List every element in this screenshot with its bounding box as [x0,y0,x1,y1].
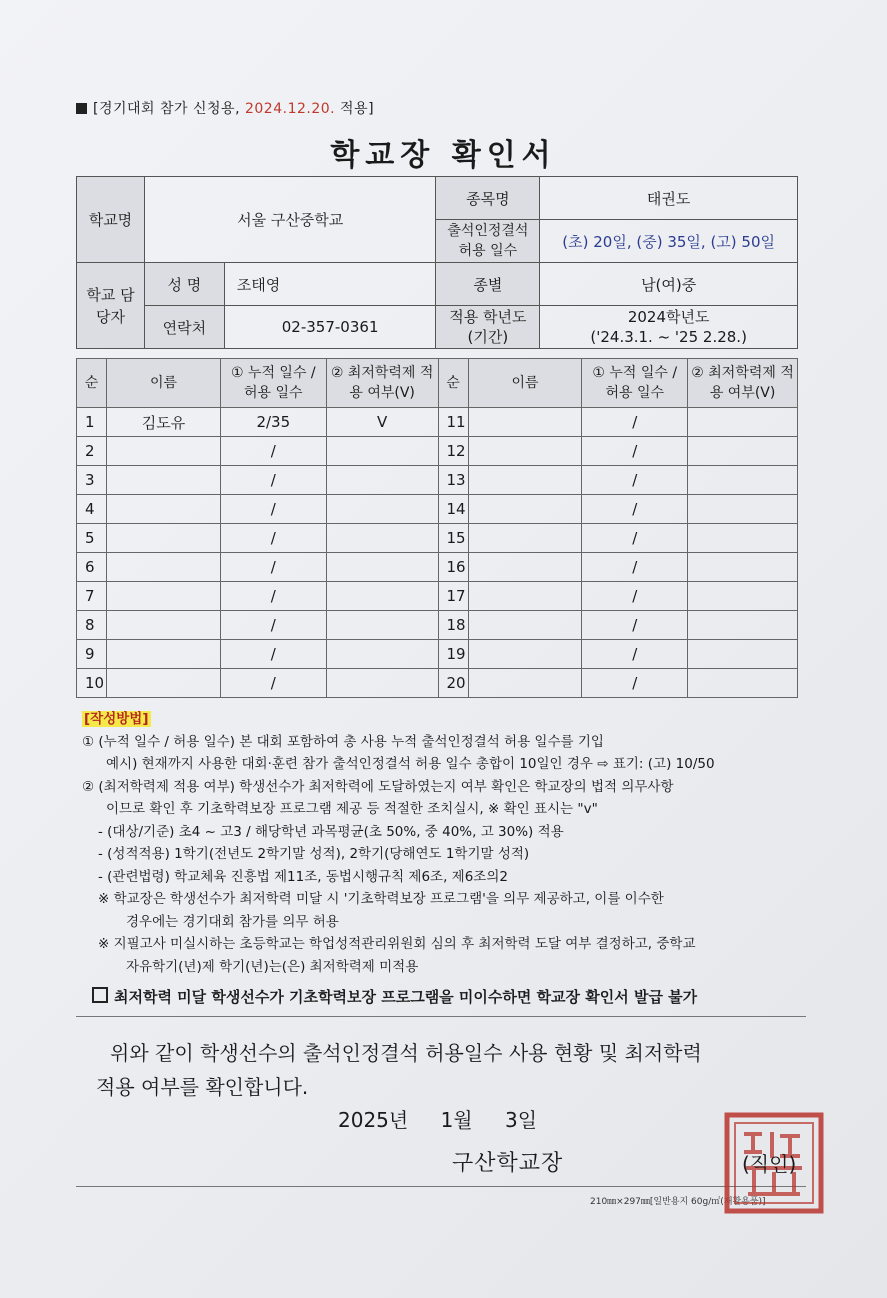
school-value: 서울 구산중학교 [144,177,436,263]
principal-name: 구산학교장 [452,1151,564,1176]
roster-cell-min [688,669,798,698]
school-info-table [76,176,798,349]
roster-cell-min [326,640,438,669]
gender-value: 남(여)중 [540,263,798,306]
roster-cell-days: / [582,408,688,437]
divider [76,1186,806,1187]
instruction-line: - (대상/기준) 초4 ~ 고3 / 해당학년 과목평균(초 50%, 중 40%, 고 30%) 적용 [98,823,564,840]
instruction-line: ① (누적 일수 / 허용 일수) 본 대회 포함하여 총 사용 누적 출석인정결석 허용 일수를 기입 [82,733,604,750]
roster-cell-name [468,582,582,611]
year-label: 적용 학년도 (기간) [436,306,540,349]
roster-cell-min [688,408,798,437]
roster-cell-days: / [220,495,326,524]
allowed-label: 출석인정결석 허용 일수 [436,220,540,263]
roster-cell-min [326,437,438,466]
roster-cell-days: / [582,524,688,553]
school-label: 학교명 [77,177,145,263]
roster-cell-name [107,611,221,640]
col-header-days: ① 누적 일수 / 허용 일수 [220,359,326,408]
contact-label: 연락처 [144,306,224,349]
roster-cell-min: V [326,408,438,437]
page-title: 학교장 확인서 [330,138,557,173]
year-cell [540,306,798,349]
square-bullet-icon [76,103,87,114]
roster-cell-days: 2/35 [220,408,326,437]
roster-cell-name [107,437,221,466]
issue-date: 2025년 1월 3일 [338,1108,538,1132]
roster-cell-name [468,611,582,640]
col-header-name: 이름 [468,359,582,408]
col-header-no: 순 [77,359,107,408]
roster-cell-name [107,582,221,611]
roster-cell-min [326,582,438,611]
instruction-line: - (성적적용) 1학기(전년도 2학기말 성적), 2학기(당해연도 1학기말 성적) [98,846,530,862]
roster-cell-no: 20 [438,669,468,698]
roster-cell-no: 10 [77,669,107,698]
sport-label: 종목명 [436,177,540,220]
roster-cell-no: 14 [438,495,468,524]
table-row [77,553,798,582]
name-label: 성 명 [144,263,224,306]
roster-cell-name [107,553,221,582]
roster-cell-min [688,582,798,611]
roster-cell-days: / [220,437,326,466]
roster-cell-min [688,640,798,669]
header-note: [경기대회 참가 신청용, 2024.12.20. 적용] [76,98,374,118]
table-row [77,437,798,466]
table-row [77,640,798,669]
roster-cell-no: 7 [77,582,107,611]
roster-cell-days: / [220,524,326,553]
roster-cell-days: / [220,582,326,611]
staff-label: 학교 담당자 [77,263,145,349]
instruction-line: 예시) 현재까지 사용한 대회·훈련 참가 출석인정결석 허용 일수 총합이 10일인 경우 ⇨ 표기: (고) 10/50 [106,756,715,772]
roster-cell-no: 9 [77,640,107,669]
col-header-min: ② 최저학력제 적용 여부(V) [688,359,798,408]
roster-cell-no: 3 [77,466,107,495]
roster-cell-min [688,437,798,466]
roster-cell-min [688,495,798,524]
instruction-line: 자유학기(년)제 학기(년)는(은) 최저학력제 미적용 [126,958,419,975]
checkbox-icon [92,987,108,1003]
roster-cell-name [468,495,582,524]
roster-cell-days: / [582,669,688,698]
roster-cell-days: / [582,553,688,582]
roster-cell-no: 2 [77,437,107,466]
instructions [82,708,802,978]
instruction-line: ② (최저학력제 적용 여부) 학생선수가 최저학력에 도달하였는지 여부 확인은 학교장의 법적 의무사항 [82,778,674,795]
roster-cell-name [107,524,221,553]
confirmation-line: 위와 같이 학생선수의 출석인정결석 허용일수 사용 현황 및 최저학력 [110,1041,702,1065]
sport-value: 태권도 [540,177,798,220]
roster-cell-name [468,640,582,669]
paper-spec-footer: 210㎜×297㎜[일반용지 60g/㎡(재활용품)] [590,1197,766,1207]
col-header-name: 이름 [107,359,221,408]
confirmation-text [96,1036,816,1104]
roster-cell-min [688,553,798,582]
table-row [77,524,798,553]
instruction-line: ※ 지필고사 미실시하는 초등학교는 학업성적관리위원회 심의 후 최저학력 도달 여부 결정하고, 중학교 [98,936,696,952]
table-row [77,495,798,524]
col-header-no: 순 [438,359,468,408]
roster-cell-days: / [582,611,688,640]
table-row [77,466,798,495]
roster-cell-name [468,553,582,582]
roster-cell-days: / [582,582,688,611]
roster-cell-no: 11 [438,408,468,437]
roster-cell-days: / [582,495,688,524]
table-row [77,669,798,698]
roster-cell-days: / [582,466,688,495]
confirmation-line: 적용 여부를 확인합니다. [96,1075,309,1099]
roster-cell-no: 15 [438,524,468,553]
allowed-value: (초) 20일, (중) 35일, (고) 50일 [540,220,798,263]
roster-cell-name [468,437,582,466]
roster-cell-no: 1 [77,408,107,437]
roster-cell-min [326,466,438,495]
roster-cell-no: 8 [77,611,107,640]
divider [76,1016,806,1017]
roster-cell-min [688,611,798,640]
roster-cell-min [688,524,798,553]
roster-cell-no: 17 [438,582,468,611]
roster-cell-min [688,466,798,495]
year-value: 2024학년도 [627,308,710,326]
roster-cell-name: 김도유 [107,408,221,437]
table-row [77,611,798,640]
roster-cell-days: / [582,640,688,669]
roster-cell-name [468,408,582,437]
roster-cell-no: 6 [77,553,107,582]
seal-label: (직인) [742,1152,797,1176]
table-row [77,408,798,437]
roster-cell-days: / [220,669,326,698]
roster-cell-days: / [220,553,326,582]
roster-cell-name [468,524,582,553]
roster-cell-no: 19 [438,640,468,669]
roster-cell-no: 16 [438,553,468,582]
instructions-heading: [작성방법] [84,711,149,727]
instruction-line: - (관련법령) 학교체육 진흥법 제11조, 동법시행규칙 제6조, 제6조의2 [98,868,508,885]
roster-cell-name [107,640,221,669]
roster-cell-no: 5 [77,524,107,553]
roster-cell-days: / [220,640,326,669]
table-row [77,582,798,611]
roster-cell-min [326,611,438,640]
warning-note: 최저학력 미달 학생선수가 기초학력보장 프로그램을 미이수하면 학교장 확인서 발급 불가 [92,986,697,1007]
roster-cell-no: 13 [438,466,468,495]
period-value: ('24.3.1. ~ '25 2.28.) [590,328,747,346]
col-header-min: ② 최저학력제 적용 여부(V) [326,359,438,408]
col-header-days: ① 누적 일수 / 허용 일수 [582,359,688,408]
name-value: 조태영 [224,263,436,306]
roster-cell-no: 12 [438,437,468,466]
roster-cell-name [107,495,221,524]
athlete-roster-table [76,358,798,698]
contact-value: 02-357-0361 [224,306,436,349]
roster-cell-name [468,466,582,495]
instruction-line: ※ 학교장은 학생선수가 최저학력 미달 시 '기초학력보장 프로그램'을 의무 제공하고, 이를 이수한 [98,891,664,907]
roster-cell-min [326,524,438,553]
instruction-line: 이므로 확인 후 기초학력보장 프로그램 제공 등 적절한 조치실시, ※ 확인 표시는 "v" [106,801,598,817]
roster-cell-no: 18 [438,611,468,640]
roster-cell-days: / [220,611,326,640]
roster-cell-name [468,669,582,698]
instruction-line: 경우에는 경기대회 참가를 의무 허용 [126,913,339,930]
roster-cell-min [326,669,438,698]
gender-label: 종별 [436,263,540,306]
roster-cell-no: 4 [77,495,107,524]
note-date: 2024.12.20. [244,101,336,117]
roster-cell-min [326,553,438,582]
roster-cell-days: / [582,437,688,466]
roster-cell-days: / [220,466,326,495]
roster-cell-name [107,466,221,495]
roster-cell-min [326,495,438,524]
roster-cell-name [107,669,221,698]
